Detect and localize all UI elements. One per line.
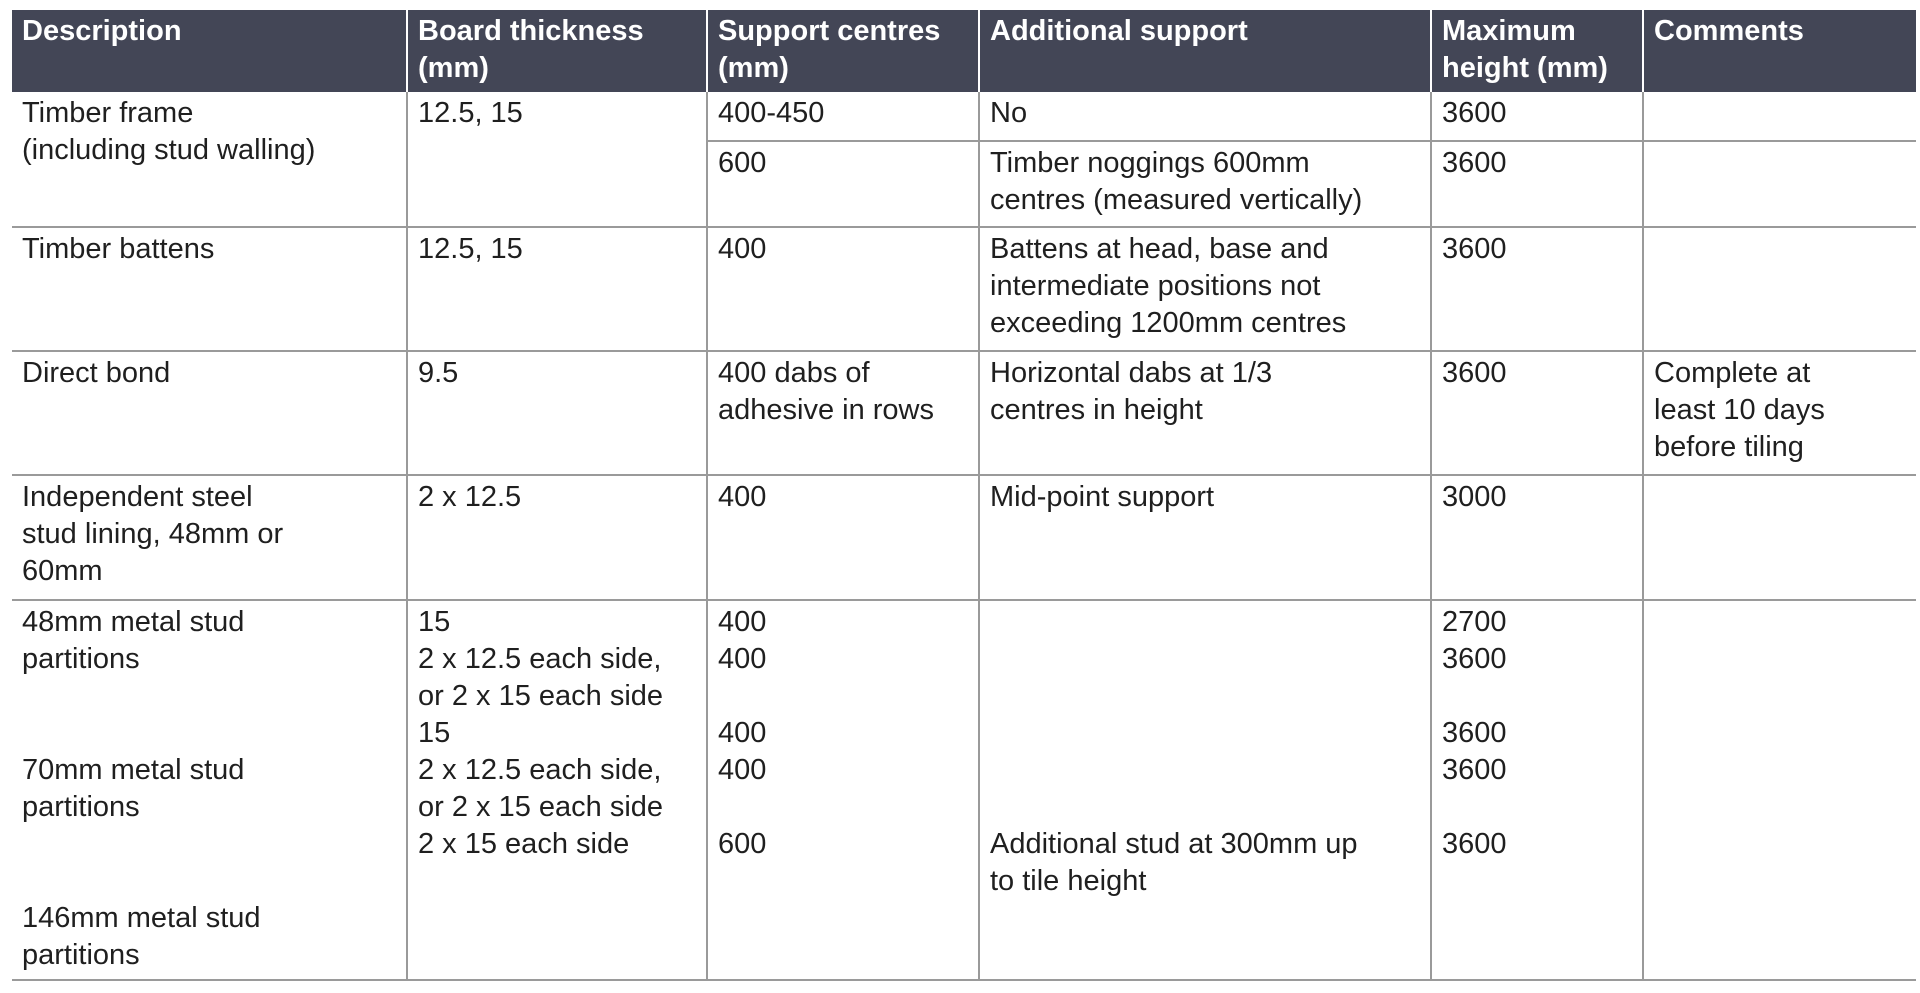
cell-board-thickness: 15 2 x 12.5 each side, or 2 x 15 each side 15 2 x 12.5 each side, or 2 x 15 each side 2 x 15 each side bbox=[407, 600, 707, 980]
table-row bbox=[12, 351, 1916, 475]
cell-board-thickness: 9.5 bbox=[407, 351, 707, 475]
cell-description: Independent steel stud lining, 48mm or 60mm bbox=[12, 475, 407, 600]
cell-additional-support: Mid-point support bbox=[979, 475, 1431, 600]
table-row bbox=[12, 600, 1916, 980]
header-board-thickness: Board thickness (mm) bbox=[407, 10, 707, 92]
cell-additional-support: Battens at head, base and intermediate positions not exceeding 1200mm centres bbox=[979, 227, 1431, 351]
cell-support-centres: 400 bbox=[707, 227, 979, 351]
cell-comments bbox=[1643, 600, 1916, 980]
cell-comments bbox=[1643, 141, 1916, 227]
cell-support-centres: 400 dabs of adhesive in rows bbox=[707, 351, 979, 475]
cell-board-thickness: 12.5, 15 bbox=[407, 227, 707, 351]
board-support-table bbox=[12, 10, 1916, 981]
cell-maximum-height: 3600 bbox=[1431, 351, 1643, 475]
cell-additional-support: Additional stud at 300mm up to tile height bbox=[979, 600, 1431, 980]
cell-comments bbox=[1643, 475, 1916, 600]
cell-support-centres: 400 400 400 400 600 bbox=[707, 600, 979, 980]
cell-additional-support: Horizontal dabs at 1/3 centres in height bbox=[979, 351, 1431, 475]
cell-comments bbox=[1643, 92, 1916, 141]
header-maximum-height: Maximum height (mm) bbox=[1431, 10, 1643, 92]
header-comments: Comments bbox=[1643, 10, 1916, 92]
cell-additional-support: No bbox=[979, 92, 1431, 141]
header-support-centres: Support centres (mm) bbox=[707, 10, 979, 92]
table-header-row bbox=[12, 10, 1916, 92]
cell-support-centres: 400-450 bbox=[707, 92, 979, 141]
cell-comments bbox=[1643, 227, 1916, 351]
table-row bbox=[12, 475, 1916, 600]
cell-maximum-height: 3000 bbox=[1431, 475, 1643, 600]
cell-description: Timber battens bbox=[12, 227, 407, 351]
header-additional-support: Additional support bbox=[979, 10, 1431, 92]
table-row bbox=[12, 92, 1916, 141]
cell-additional-support: Timber noggings 600mm centres (measured vertically) bbox=[979, 141, 1431, 227]
cell-maximum-height: 3600 bbox=[1431, 141, 1643, 227]
table-row bbox=[12, 227, 1916, 351]
cell-support-centres: 400 bbox=[707, 475, 979, 600]
cell-description: 48mm metal stud partitions 70mm metal stud partitions 146mm metal stud partitions bbox=[12, 600, 407, 980]
cell-maximum-height: 3600 bbox=[1431, 92, 1643, 141]
cell-description: Timber frame (including stud walling) bbox=[12, 92, 407, 227]
header-description: Description bbox=[12, 10, 407, 92]
cell-board-thickness: 2 x 12.5 bbox=[407, 475, 707, 600]
cell-support-centres: 600 bbox=[707, 141, 979, 227]
cell-maximum-height: 2700 3600 3600 3600 3600 bbox=[1431, 600, 1643, 980]
support-table-container bbox=[12, 10, 1916, 981]
cell-maximum-height: 3600 bbox=[1431, 227, 1643, 351]
cell-comments: Complete at least 10 days before tiling bbox=[1643, 351, 1916, 475]
cell-board-thickness: 12.5, 15 bbox=[407, 92, 707, 227]
cell-description: Direct bond bbox=[12, 351, 407, 475]
